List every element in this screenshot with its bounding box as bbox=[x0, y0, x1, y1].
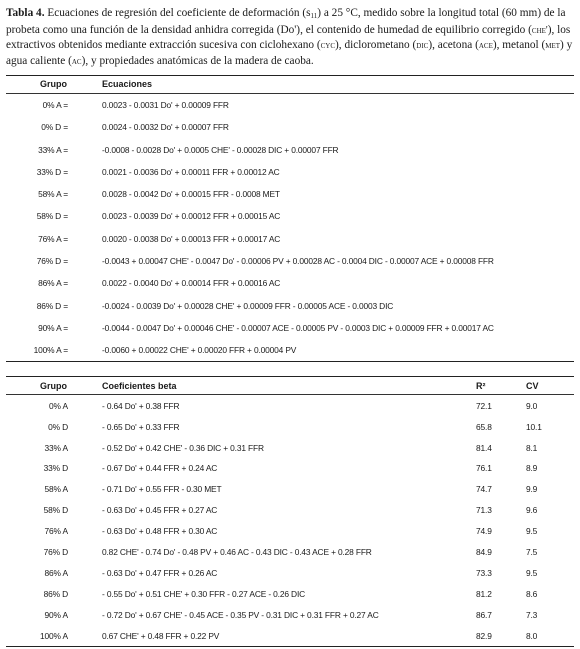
table-row bbox=[6, 205, 574, 227]
cell-ecuacion: -0.0024 - 0.0039 Do' + 0.00028 CHE' + 0.00009 FFR - 0.00005 ACE - 0.0003 DIC bbox=[102, 300, 394, 311]
cell-grupo: 86% A bbox=[44, 567, 68, 578]
cell-r2: 82.9 bbox=[476, 630, 492, 641]
cell-ecuacion: 0.0024 - 0.0032 Do' + 0.00007 FFR bbox=[102, 122, 229, 133]
table-row bbox=[6, 437, 574, 458]
caption-abbrev: che' bbox=[531, 25, 548, 37]
cell-grupo: 58% D = bbox=[36, 211, 68, 222]
table-row bbox=[6, 563, 574, 584]
regression-equations-table bbox=[6, 75, 574, 363]
caption-label: Tabla 4. bbox=[6, 7, 45, 19]
cell-r2: 71.3 bbox=[476, 505, 492, 516]
cell-ecuacion: -0.0008 - 0.0028 Do' + 0.0005 CHE' - 0.00028 DIC + 0.00007 FFR bbox=[102, 144, 339, 155]
table-row bbox=[6, 116, 574, 138]
cell-grupo: 58% A = bbox=[38, 189, 68, 200]
cell-cv: 9.5 bbox=[526, 567, 538, 578]
table-row bbox=[6, 583, 574, 604]
cell-ecuacion: -0.0060 + 0.00022 CHE' + 0.00020 FFR + 0.00004 PV bbox=[102, 345, 297, 356]
caption-text: ), acetona ( bbox=[428, 39, 479, 52]
cell-grupo: 90% A = bbox=[38, 322, 68, 333]
table-row bbox=[6, 521, 574, 542]
equations-body bbox=[6, 93, 574, 362]
table-caption bbox=[6, 6, 574, 69]
cell-r2: 86.7 bbox=[476, 609, 492, 620]
header-r2: R² bbox=[476, 380, 486, 391]
cell-coeficientes: - 0.71 Do' + 0.55 FFR - 0.30 MET bbox=[102, 484, 222, 495]
cell-cv: 8.6 bbox=[526, 588, 538, 599]
cell-ecuacion: -0.0043 + 0.00047 CHE' - 0.0047 Do' - 0.00006 PV + 0.00028 AC - 0.0004 DIC - 0.00007 ACE + 0.00008 FFR bbox=[102, 256, 494, 267]
caption-text: ) a 25 °C, medido sobre la longitud total (60 mm) de la probeta como una función de la densidad anhidra corregida (Do'), el contenido de humedad de equilibrio corregido ( bbox=[6, 7, 566, 37]
cell-cv: 9.0 bbox=[526, 400, 538, 411]
coefficients-body bbox=[6, 395, 574, 647]
cell-ecuacion: 0.0021 - 0.0036 Do' + 0.00011 FFR + 0.00012 AC bbox=[102, 166, 280, 177]
cell-cv: 8.0 bbox=[526, 630, 538, 641]
cell-r2: 84.9 bbox=[476, 547, 492, 558]
table-row bbox=[6, 458, 574, 479]
table-row bbox=[6, 416, 574, 437]
cell-grupo: 100% A bbox=[40, 630, 68, 641]
table-row bbox=[6, 317, 574, 339]
table-row bbox=[6, 138, 574, 160]
cell-coeficientes: - 0.63 Do' + 0.48 FFR + 0.30 AC bbox=[102, 526, 218, 537]
cell-ecuacion: 0.0020 - 0.0038 Do' + 0.00013 FFR + 0.00017 AC bbox=[102, 233, 281, 244]
cell-grupo: 76% D bbox=[43, 547, 68, 558]
cell-r2: 72.1 bbox=[476, 400, 492, 411]
cell-cv: 9.6 bbox=[526, 505, 538, 516]
cell-grupo: 58% A bbox=[44, 484, 68, 495]
caption-text: ), metanol ( bbox=[492, 39, 546, 52]
cell-r2: 73.3 bbox=[476, 567, 492, 578]
cell-grupo: 76% D = bbox=[36, 256, 68, 267]
table-row bbox=[6, 625, 574, 646]
cell-grupo: 0% A bbox=[49, 400, 68, 411]
cell-r2: 81.4 bbox=[476, 442, 492, 453]
cell-coeficientes: - 0.64 Do' + 0.38 FFR bbox=[102, 400, 180, 411]
cell-coeficientes: 0.82 CHE' - 0.74 Do' - 0.48 PV + 0.46 AC - 0.43 DIC - 0.43 ACE + 0.28 FFR bbox=[102, 547, 372, 558]
header-coeficientes: Coeficientes beta bbox=[102, 380, 177, 391]
caption-text: ), diclorometano ( bbox=[335, 39, 417, 52]
cell-cv: 8.9 bbox=[526, 463, 538, 474]
table-row bbox=[6, 294, 574, 316]
cell-grupo: 0% D bbox=[48, 421, 68, 432]
cell-grupo: 33% D bbox=[43, 463, 68, 474]
caption-text: ) y agua caliente ( bbox=[6, 39, 573, 67]
cell-coeficientes: 0.67 CHE' + 0.48 FFR + 0.22 PV bbox=[102, 630, 220, 641]
table-header-row bbox=[6, 75, 574, 93]
caption-abbrev: met bbox=[545, 40, 561, 52]
cell-grupo: 86% D bbox=[43, 588, 68, 599]
cell-ecuacion: 0.0028 - 0.0042 Do' + 0.00015 FFR - 0.0008 MET bbox=[102, 189, 280, 200]
cell-ecuacion: 0.0023 - 0.0031 Do' + 0.00009 FFR bbox=[102, 99, 229, 110]
cell-r2: 74.9 bbox=[476, 526, 492, 537]
caption-abbrev: dic bbox=[416, 40, 429, 52]
cell-coeficientes: - 0.52 Do' + 0.42 CHE' - 0.36 DIC + 0.31 FFR bbox=[102, 442, 264, 453]
table-row bbox=[6, 93, 574, 116]
table-row bbox=[6, 339, 574, 362]
cell-cv: 9.9 bbox=[526, 484, 538, 495]
cell-coeficientes: - 0.55 Do' + 0.51 CHE' + 0.30 FFR - 0.27 ACE - 0.26 DIC bbox=[102, 588, 306, 599]
cell-grupo: 86% D = bbox=[36, 300, 68, 311]
caption-abbrev: cyc bbox=[320, 40, 336, 52]
cell-grupo: 33% D = bbox=[36, 166, 68, 177]
table-row bbox=[6, 250, 574, 272]
cell-cv: 9.5 bbox=[526, 526, 538, 537]
caption-abbrev: ace bbox=[478, 40, 493, 52]
table-header-row bbox=[6, 377, 574, 395]
cell-r2: 81.2 bbox=[476, 588, 492, 599]
cell-cv: 10.1 bbox=[526, 421, 542, 432]
caption-text: ), y propiedades anatómicas de la madera de caoba. bbox=[81, 54, 314, 67]
cell-grupo: 100% A = bbox=[33, 345, 68, 356]
cell-coeficientes: - 0.63 Do' + 0.45 FFR + 0.27 AC bbox=[102, 505, 218, 516]
cell-grupo: 76% A = bbox=[38, 233, 68, 244]
table-row bbox=[6, 542, 574, 563]
table-row bbox=[6, 228, 574, 250]
table-row bbox=[6, 161, 574, 183]
cell-grupo: 76% A bbox=[44, 526, 68, 537]
cell-ecuacion: 0.0022 - 0.0040 Do' + 0.00014 FFR + 0.00016 AC bbox=[102, 278, 281, 289]
table-row bbox=[6, 479, 574, 500]
cell-cv: 7.5 bbox=[526, 547, 538, 558]
caption-subscript: 11 bbox=[310, 12, 318, 20]
caption-text: Ecuaciones de regresión del coeficiente de deformación (s bbox=[44, 7, 311, 19]
caption-abbrev: ac bbox=[71, 55, 82, 67]
cell-r2: 74.7 bbox=[476, 484, 492, 495]
table-row bbox=[6, 604, 574, 625]
cell-grupo: 58% D bbox=[43, 505, 68, 516]
cell-grupo: 86% A = bbox=[38, 278, 68, 289]
table-row bbox=[6, 272, 574, 294]
cell-grupo: 33% A = bbox=[38, 144, 68, 155]
cell-cv: 7.3 bbox=[526, 609, 538, 620]
cell-ecuacion: 0.0023 - 0.0039 Do' + 0.00012 FFR + 0.00015 AC bbox=[102, 211, 281, 222]
cell-r2: 65.8 bbox=[476, 421, 492, 432]
cell-coeficientes: - 0.63 Do' + 0.47 FFR + 0.26 AC bbox=[102, 567, 218, 578]
cell-ecuacion: -0.0044 - 0.0047 Do' + 0.00046 CHE' - 0.00007 ACE - 0.00005 PV - 0.0003 DIC + 0.00009 FFR + 0.00017 AC bbox=[102, 322, 494, 333]
beta-coefficients-table bbox=[6, 376, 574, 647]
cell-grupo: 0% A = bbox=[42, 99, 68, 110]
header-grupo: Grupo bbox=[40, 380, 67, 391]
cell-cv: 8.1 bbox=[526, 442, 538, 453]
cell-coeficientes: - 0.72 Do' + 0.67 CHE' - 0.45 ACE - 0.35 PV - 0.31 DIC + 0.31 FFR + 0.27 AC bbox=[102, 609, 379, 620]
header-ecuaciones: Ecuaciones bbox=[102, 79, 153, 90]
header-cv: CV bbox=[526, 380, 539, 391]
table-row bbox=[6, 183, 574, 205]
cell-coeficientes: - 0.65 Do' + 0.33 FFR bbox=[102, 421, 180, 432]
cell-grupo: 0% D = bbox=[41, 122, 68, 133]
cell-grupo: 33% A bbox=[44, 442, 68, 453]
header-grupo: Grupo bbox=[40, 79, 67, 90]
table-row bbox=[6, 395, 574, 416]
caption-text: ), los extractivos obtenidos mediante extracción sucesiva con ciclohexano ( bbox=[6, 24, 571, 52]
table-row bbox=[6, 500, 574, 521]
cell-grupo: 90% A bbox=[44, 609, 68, 620]
cell-coeficientes: - 0.67 Do' + 0.44 FFR + 0.24 AC bbox=[102, 463, 218, 474]
cell-r2: 76.1 bbox=[476, 463, 492, 474]
